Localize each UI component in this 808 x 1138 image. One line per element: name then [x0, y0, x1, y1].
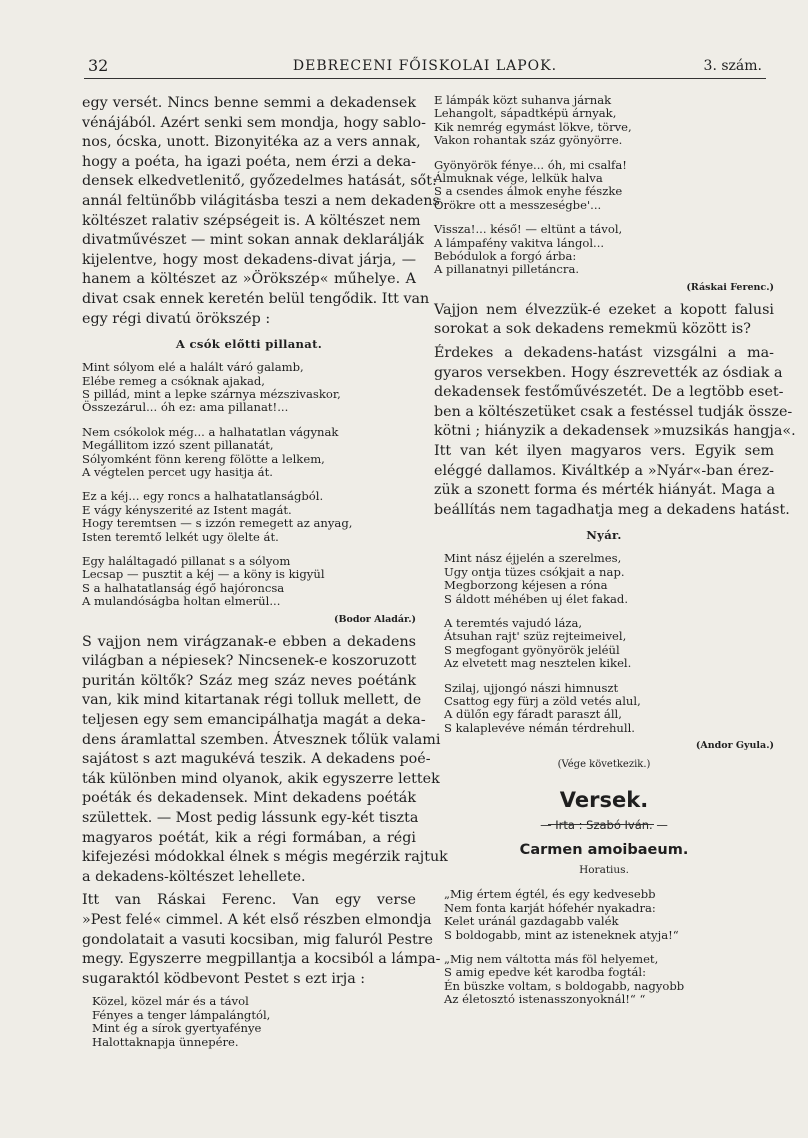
text-line: van, kik mind kitartanak régi tolluk mellett, de	[82, 692, 422, 709]
poem-subtitle: Horatius.	[579, 864, 629, 877]
poem-line: Gyönyörök fénye... óh, mi csalfa!	[434, 157, 627, 172]
poem-line: Átsuhan rajt' szüz rejteimeivel,	[444, 629, 627, 644]
text-line: S vajjon nem virágzanak-e ebben a dekadens	[82, 633, 416, 650]
poem-line: S a csendes álmok enyhe fészke	[434, 184, 623, 199]
paragraph	[434, 301, 774, 340]
text-line: Vajjon nem élvezzük-é ezeket a kopott falusi	[434, 301, 774, 318]
text-line: Érdekes a dekadens-hatást vizsgálni a ma-	[434, 345, 774, 362]
byline: — Irta : Szabó Iván. —	[540, 818, 668, 833]
poem-line: Halottaknapja ünnepére.	[92, 1034, 239, 1049]
poem-line: S amig epedve két karodba fogtál:	[444, 965, 647, 980]
text-line: dekadensek festőművészetét. De a legtöbb eset-	[434, 384, 784, 401]
poem-line: Hogy teremtsen — s izzón remegett az anyag,	[82, 516, 353, 531]
paragraph	[82, 633, 448, 888]
text-line: poéták és dekadensek. Mint dekadens poéták	[82, 790, 416, 807]
poem-line: Az elvetett mag nesztelen kikel.	[444, 656, 632, 671]
poem-line: Bebódulok a forgó árba:	[434, 249, 577, 264]
stanza	[82, 555, 416, 609]
text-line: »Pest felé« cimmel. A két első részben elmondja	[82, 911, 432, 928]
poem-line: Mint nász éjjelén a szerelmes,	[444, 551, 622, 566]
poem	[434, 552, 774, 735]
text-line: hanem a költészet az »Örökszép« műhelye. A	[82, 271, 416, 288]
poem	[82, 995, 416, 1049]
text-line: beállítás nem tagadhatja meg a dekadens hatást.	[434, 501, 790, 518]
poem-line: Isten teremtő lelkét ugy ölelte át.	[82, 529, 279, 544]
poem-line: „Mig értem égtél, és egy kedvesebb	[444, 887, 656, 902]
poem-author: (Andor Gyula.)	[695, 740, 774, 752]
text-line: egy versét. Nincs benne semmi a dekadensek	[82, 95, 416, 111]
text-line: sugaraktól ködbevont Pestet s ezt irja :	[82, 970, 366, 987]
text-line: divatművészet — mint sokan annak deklarálják	[82, 232, 424, 249]
text-line: zük a szonett forma és mérték hiányát. Maga a	[434, 482, 776, 499]
poem	[82, 361, 416, 609]
poem-author: (Bodor Aladár.)	[333, 613, 416, 625]
left-column	[82, 94, 448, 1060]
text-line: megy. Egyszerre megpillantja a kocsiból a lámpa-	[82, 951, 441, 968]
text-line: Itt van két ilyen magyaros vers. Egyik sem	[434, 443, 774, 460]
poem-line: Az életosztó istenasszonyoknál!“ “	[444, 992, 646, 1007]
text-line: kötni ; hiányzik a dekadensek »muzsikás hangja«.	[434, 423, 796, 440]
poem-line: Vissza!... késő! — eltünt a távol,	[434, 222, 623, 237]
text-line: gondolatait a vasuti kocsiban, mig faluról Pestre	[82, 931, 433, 948]
stanza	[434, 159, 774, 213]
poem-line: Lecsap — pusztit a kéj — a köny is kigyül	[82, 567, 325, 582]
text-line: a dekadens-költészet lehellete.	[82, 868, 306, 885]
text-line: gyaros versekben. Hogy észrevették az ósdiak a	[434, 364, 783, 381]
poem-line: A végtelen percet ugy hasitja át.	[82, 464, 273, 479]
stanza	[434, 223, 774, 277]
poem-line: A mulandóságba holtan elmerül...	[82, 594, 281, 609]
poem-author: (Ráskai Ferenc.)	[686, 281, 774, 293]
poem-line: „Mig nem váltotta más föl helyemet,	[444, 951, 659, 966]
poem-title: A csók előtti pillanat.	[175, 337, 323, 352]
poem-line: S boldogabb, mint az isteneknek atyja!“	[444, 927, 679, 942]
poem-line: Álmuknak vége, lelkük halva	[434, 171, 603, 186]
page-header	[84, 52, 766, 79]
text-line: divat csak ennek keretén belül tengődik. Itt van	[82, 290, 430, 307]
poem-line: Sólyomként fönn kereng fölötte a lelkem,	[82, 451, 325, 466]
text-line: egy régi divatú örökszép :	[82, 310, 271, 327]
poem-line: Kelet uránál gazdagabb valék	[444, 914, 619, 929]
stanza	[434, 94, 774, 148]
poem-line: Mint ég a sírok gyertyafénye	[92, 1021, 262, 1036]
poem-line: Megállitom izzó szent pillanatát,	[82, 438, 274, 453]
poem-line: Csattog egy fürj a zöld vetés alul,	[444, 694, 641, 709]
text-line: magyaros poétát, kik a régi formában, a régi	[82, 829, 416, 846]
text-line: kijelentve, hogy most dekadens-divat járja, —	[82, 251, 416, 268]
section-title: Versek.	[559, 788, 649, 813]
poem-line: S áldott méhében uj élet fakad.	[444, 591, 629, 606]
poem-line: A dülőn egy fáradt paraszt áll,	[444, 707, 622, 722]
text-line: költészet ralativ szépségeit is. A költészet nem	[82, 212, 421, 229]
poem-line: Szilaj, ujjongó nászi himnuszt	[444, 680, 619, 695]
poem-line: S megfogant gyönyörök jeléül	[444, 642, 620, 657]
poem-line: E vágy kényszerité az Istent magát.	[82, 502, 292, 517]
paragraph	[82, 891, 441, 989]
text-line: sajátost s azt magukévá teszik. A dekadens poé-	[82, 751, 431, 768]
text-line: ben a költészetüket csak a festéssel tudják össze-	[434, 403, 793, 420]
text-line: vénájából. Azért senki sem mondja, hogy sablo-	[82, 114, 426, 131]
poem-title: Nyár.	[586, 528, 622, 543]
stanza	[444, 617, 774, 671]
poem-line: S kalaplevéve némán térdrehull.	[444, 720, 635, 735]
poem-title: Carmen amoibaeum.	[519, 842, 689, 859]
text-line: annál feltünőbb világitásba teszi a nem dekadens	[82, 192, 440, 209]
divider	[548, 824, 654, 825]
text-line: világban a népiesek? Nincsenek-e koszoruzott	[82, 653, 417, 670]
poem-line: S pillád, mint a lepke szárnya mézszivaskor,	[82, 386, 341, 401]
poem-line: Egy haláltagadó pillanat s a sólyom	[82, 554, 291, 568]
poem-line: Vakon rohantak száz gyönyörre.	[434, 133, 623, 148]
poem-line: Mint sólyom elé a halált váró galamb,	[82, 360, 304, 375]
poem-line: Én büszke voltam, s boldogabb, nagyobb	[444, 978, 685, 993]
poem-line: S a halhatatlanság égő hajóroncsa	[82, 580, 285, 595]
poem-line: Elébe remeg a csóknak ajakad,	[82, 373, 265, 388]
page-number: 32	[88, 56, 109, 75]
text-line: sorokat a sok dekadens remekmü között is?	[434, 321, 751, 338]
poem-line: Közel, közel már és a távol	[92, 994, 249, 1009]
text-line: teljesen egy sem emancipálhatja magát a deka-	[82, 712, 426, 728]
poem-line: A pillanatnyi pilletáncra.	[434, 262, 580, 277]
text-line: ták különben mind olyanok, akik egyszerre lettek	[82, 770, 440, 787]
poem-line: Fényes a tenger lámpalángtól,	[92, 1007, 271, 1022]
poem-line: Ugy ontja tüzes csókjait a nap.	[444, 564, 625, 579]
text-line: dens áramlattal szemben. Átvesznek tőlük valami	[82, 731, 441, 748]
paragraph	[82, 94, 440, 329]
text-line: eléggé dallamos. Kiváltkép a »Nyár«-ban érez-	[434, 462, 774, 479]
poem-line: Nem fonta karját hófehér nyakadra:	[444, 900, 656, 915]
text-line: hogy a poéta, ha igazi poéta, nem érzi a deka-	[82, 153, 416, 170]
journal-title: DEBRECENI FŐISKOLAI LAPOK.	[292, 58, 558, 74]
right-column	[434, 93, 796, 1018]
poem-line: Ez a kéj... egy roncs a halhatatlanságból.	[82, 489, 324, 504]
stanza	[82, 490, 416, 544]
poem-line: Összezárul... óh ez: ama pillanat!...	[82, 400, 289, 415]
stanza	[444, 682, 774, 736]
text-line: puritán költők? Száz meg száz neves poétánk	[82, 672, 416, 689]
poem-line: Nem csókolok még... a halhatatlan vágynak	[82, 424, 339, 439]
poem-line: Kik nemrég egymást lökve, törve,	[434, 119, 632, 134]
text-line: születtek. — Most pedig lássunk egy-két tiszta	[82, 809, 419, 826]
continuation-note: (Vége következik.)	[557, 759, 651, 771]
text-line: Itt van Ráskai Ferenc. Van egy verse	[82, 892, 416, 909]
issue-number: 3. szám.	[703, 58, 762, 74]
poem-line: A lámpafény vakitva lángol...	[434, 235, 605, 250]
poem-line: Megborzong kéjesen a róna	[444, 578, 608, 593]
poem-line: Lehangolt, sápadtképü árnyak,	[434, 106, 617, 121]
text-line: kifejezési módokkal élnek s mégis megérzik rajtuk	[82, 849, 448, 866]
poem-line: Örökre ott a messzeségbe'...	[434, 197, 602, 212]
poem	[434, 888, 774, 1006]
stanza	[82, 426, 416, 480]
stanza	[444, 888, 774, 942]
stanza	[92, 995, 416, 1049]
stanza	[444, 552, 774, 606]
text-line: densek elkedvetlenitő, győzedelmes hatását, sőt:	[82, 173, 437, 190]
text-line: nos, ócska, unott. Bizonyitéka az a vers annak,	[82, 134, 421, 151]
stanza	[82, 361, 416, 415]
poem-line: A teremtés vajudó láza,	[444, 616, 583, 631]
poem	[434, 94, 774, 277]
paragraph	[434, 344, 796, 520]
stanza	[444, 953, 774, 1007]
poem-line: E lámpák közt suhanva járnak	[434, 93, 612, 107]
